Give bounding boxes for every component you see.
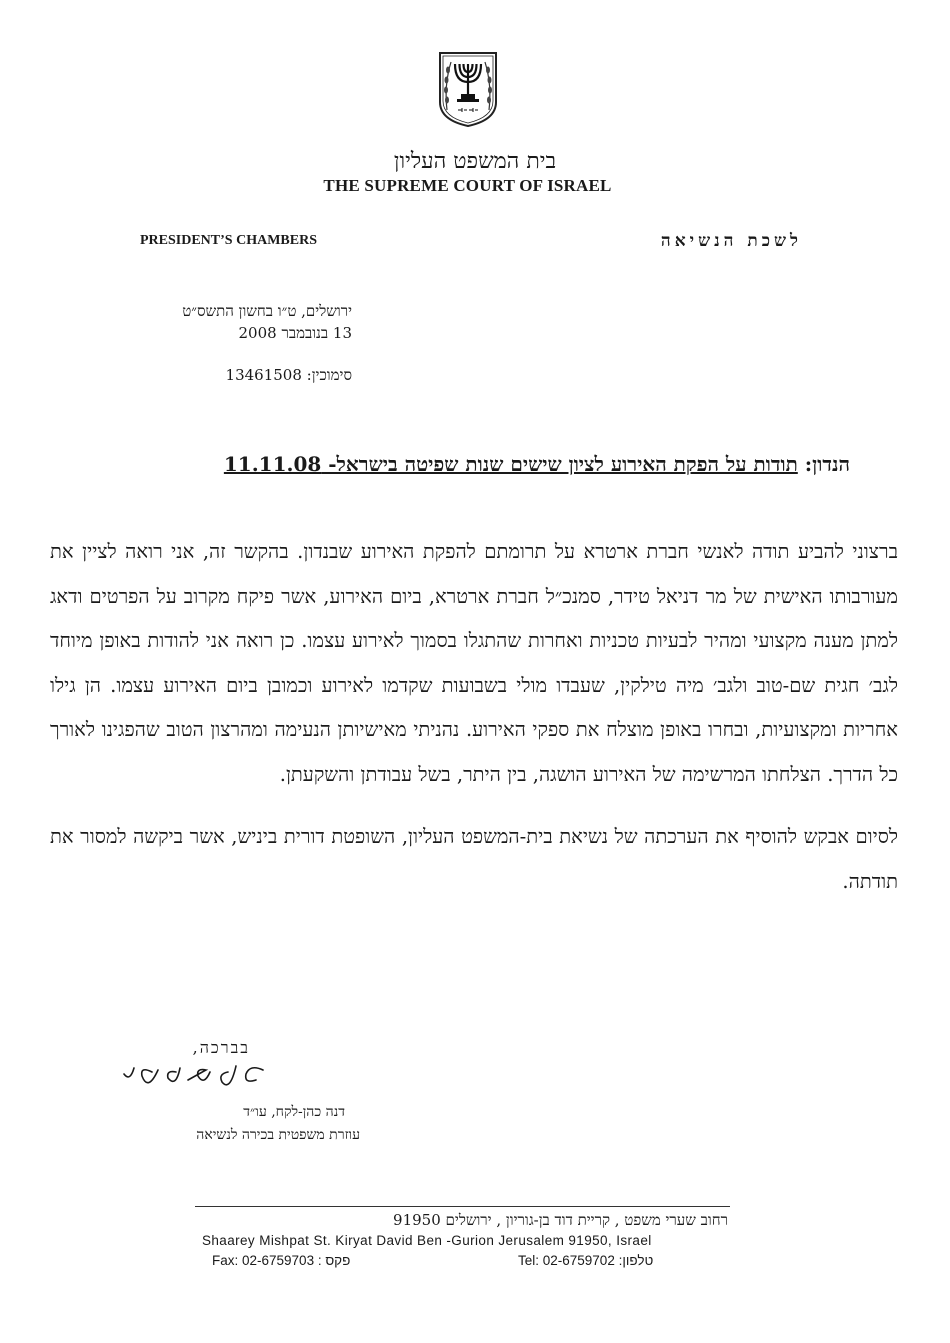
closing-greeting: בברכה, [192, 1038, 250, 1057]
letter-date [182, 300, 352, 344]
menorah-emblem-icon [434, 50, 502, 128]
handwritten-signature [118, 1052, 268, 1102]
subject-text: תודות על הפקת האירוע לציון שישים שנות שפיטה בישראל- 11.11.08 [223, 452, 798, 476]
body-paragraph: לסיום אבקש להוסיף את הערכתה של נשיאת בית-המשפט העליון, השופטת דורית ביניש, אשר ביקשה למסור את תודתה. [50, 825, 898, 893]
letter-body [50, 530, 898, 904]
state-emblem [434, 50, 502, 128]
body-paragraph: ברצוני להביע תודה לאנשי חברת ארטרא על תרומתם להפקת האירוע שבנדון. בהקשר זה, אני רואה לציין את מעורבותו האישית של מר דניאל טידר, סמנכ״ל חברת ארטרא, ביום האירוע, אשר פיקח מקרוב על הפרטים ודאג למתן מענה מקצועי ומהיר לבעיות טכניות ואחרות שהתגלו בסמוך לאירוע עצמו. כן רואה אני להודות באופן מיוחד לגב׳ חגית שם-טוב ולגב׳ מיה טילקין, שעבדו מולי בשבועות שקדמו לאירוע וכמובן ביום האירוע עצמו. הן גילו אחריות ומקצועיות, ובחרו באופן מוצלח את ספקי האירוע. נהניתי מאישיותן הנעימה ומהרצון הטוב שהפגינו לאורך כל הדרך. הצלחתו המרשימה של האירוע הושגה, בין היתר, בשל עבודתן והשקעתן. [50, 540, 898, 786]
date-gregorian: 13 בנובמבר 2008 [238, 324, 352, 342]
signer-title: עוזרת משפטית בכירה לנשיאה [196, 1127, 360, 1143]
court-name-english: THE SUPREME COURT OF ISRAEL [323, 176, 612, 195]
fax-number: Fax: 02-6759703 : פקס [212, 1253, 351, 1268]
chambers-label-hebrew: לשכת הנשיאה [660, 231, 802, 251]
subject-line [224, 452, 850, 477]
footer-divider [195, 1206, 730, 1207]
subject-label: הנדון: [804, 452, 850, 476]
signer-name: דנה כהן-לקח, עו״ד [243, 1104, 345, 1120]
date-hebrew: ירושלים, ט״ו בחשון התשס״ט [182, 302, 352, 320]
reference-number: סימוכין: 13461508 [225, 366, 352, 384]
chambers-label-english: PRESIDENT’S CHAMBERS [140, 233, 317, 248]
address-english: Shaarey Mishpat St. Kiryat David Ben -Gurion Jerusalem 91950, Israel [202, 1233, 652, 1248]
signature-icon [118, 1052, 268, 1102]
court-name-hebrew: בית המשפט העליון [393, 149, 557, 174]
phone-number: Tel: 02-6759702 :טלפון [518, 1253, 654, 1268]
address-hebrew: רחוב שערי משפט , קריית דוד בן-גוריון , ירושלים 91950 [393, 1211, 728, 1229]
